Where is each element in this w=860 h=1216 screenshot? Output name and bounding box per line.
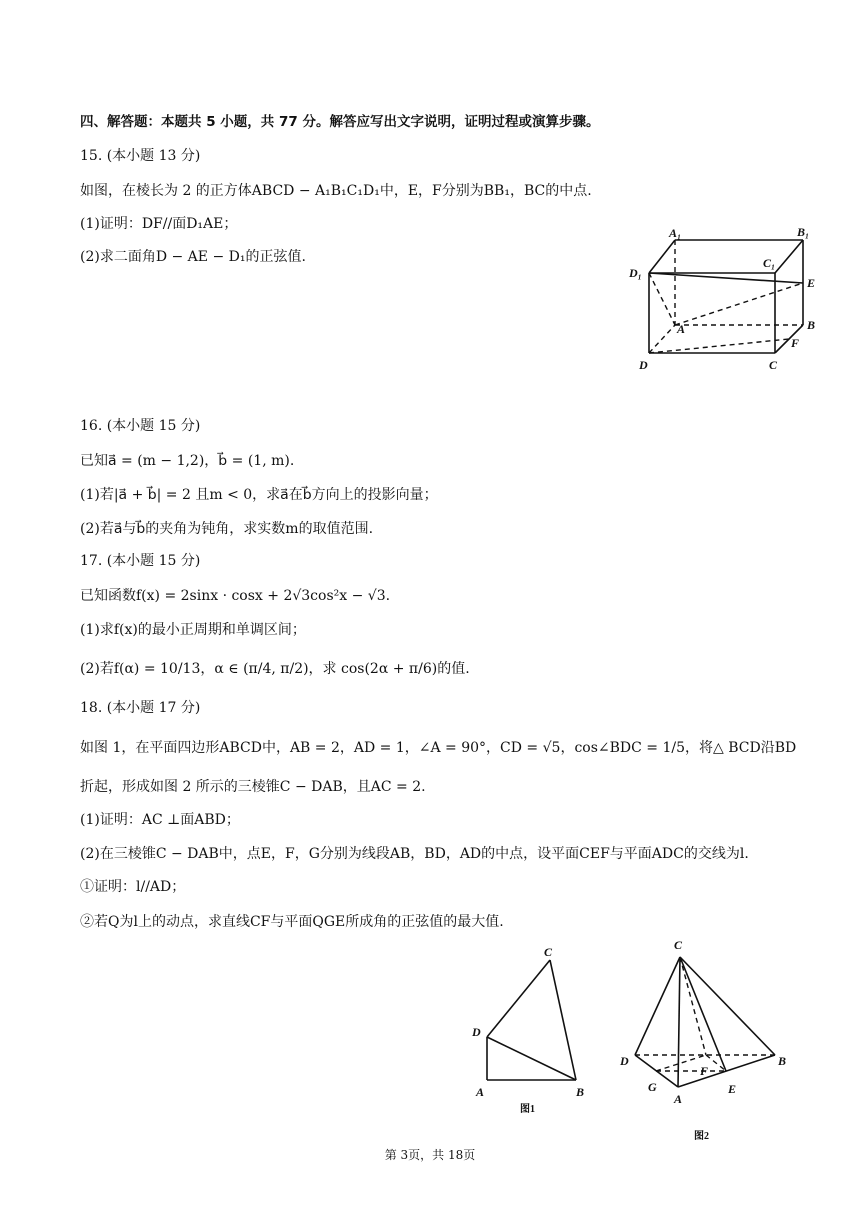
problem-16-part-2: (2)若a⃗与b⃗的夹角为钝角，求实数m的取值范围. — [80, 521, 374, 537]
problem-17-part-2: (2)若f(α) = 10/13，α ∈ (π/4, π/2)，求 cos(2α + π/6)的值. — [80, 661, 470, 677]
fig2-label: G — [648, 1080, 657, 1094]
problem-18-title: 18. (本小题 17 分) — [80, 700, 201, 716]
problem-17-part-1: (1)求f(x)的最小正周期和单调区间； — [80, 622, 306, 638]
section-heading: 四、解答题：本题共 5 小题，共 77 分。解答应写出文字说明，证明过程或演算步骤。 — [80, 114, 600, 130]
fig1-caption: 图1 — [520, 1104, 535, 1115]
fig2-label: C — [674, 938, 683, 952]
cube-label: D — [639, 358, 648, 372]
problem-18-stem: 如图 1，在平面四边形ABCD中，AB = 2，AD = 1，∠A = 90°，CD = √5，cos∠BDC = 1/5，将△ BCD沿BD — [80, 740, 797, 756]
page-footer: 第 3页，共 18页 — [384, 1148, 476, 1162]
cube-label: B₁ — [797, 225, 810, 239]
cube-label: A₁ — [669, 226, 682, 240]
fig2-label: E — [728, 1082, 737, 1096]
problem-16-part-1: (1)若|a⃗ + b⃗| = 2 且m < 0，求a⃗在b⃗方向上的投影向量； — [80, 487, 438, 503]
cube-label: B — [807, 318, 816, 332]
cube-label: E — [807, 276, 816, 290]
problem-15-part-2: (2)求二面角D − AE − D₁的正弦值. — [80, 249, 306, 265]
fig1-label: A — [476, 1085, 485, 1099]
figure-2 — [620, 935, 795, 1145]
problem-18-subpart-1: ①证明：l//AD； — [80, 879, 186, 895]
fig2-label: A — [674, 1092, 683, 1106]
problem-15-stem: 如图，在棱长为 2 的正方体ABCD − A₁B₁C₁D₁中，E，F分别为BB₁，BC的中点. — [80, 183, 592, 199]
fig1-label: C — [544, 945, 553, 959]
problem-18-part-1: (1)证明：AC ⊥面ABD； — [80, 812, 240, 828]
fig2-caption: 图2 — [694, 1131, 709, 1142]
problem-18-part-2: (2)在三棱锥C − DAB中，点E，F，G分别为线段AB，BD，AD的中点，设平面CEF与平面ADC的交线为l. — [80, 846, 749, 862]
fig1-label: B — [576, 1085, 585, 1099]
cube-label: D₁ — [629, 266, 642, 280]
cube-label: C — [769, 358, 778, 372]
problem-17-stem: 已知函数f(x) = 2sinx · cosx + 2√3cos²x − √3. — [80, 588, 391, 604]
problem-18-stem-continued: 折起，形成如图 2 所示的三棱锥C − DAB，且AC = 2. — [80, 779, 426, 795]
fig1-label: D — [472, 1025, 481, 1039]
problem-15-part-1: (1)证明：DF//面D₁AE； — [80, 216, 238, 232]
fig2-label: F — [700, 1064, 709, 1078]
problem-16-stem: 已知a⃗ = (m − 1,2)，b⃗ = (1, m). — [80, 453, 295, 469]
cube-figure — [625, 225, 816, 375]
cube-label: C₁ — [763, 256, 776, 270]
cube-label: F — [791, 336, 800, 350]
figure-1 — [470, 940, 600, 1120]
problem-15-title: 15. (本小题 13 分) — [80, 148, 201, 164]
problem-18-subpart-2: ②若Q为l上的动点，求直线CF与平面QGE所成角的正弦值的最大值. — [80, 914, 504, 930]
cube-label: A — [677, 322, 686, 336]
problem-16-title: 16. (本小题 15 分) — [80, 418, 201, 434]
problem-17-title: 17. (本小题 15 分) — [80, 553, 201, 569]
fig2-label: B — [778, 1054, 787, 1068]
fig2-label: D — [620, 1054, 629, 1068]
